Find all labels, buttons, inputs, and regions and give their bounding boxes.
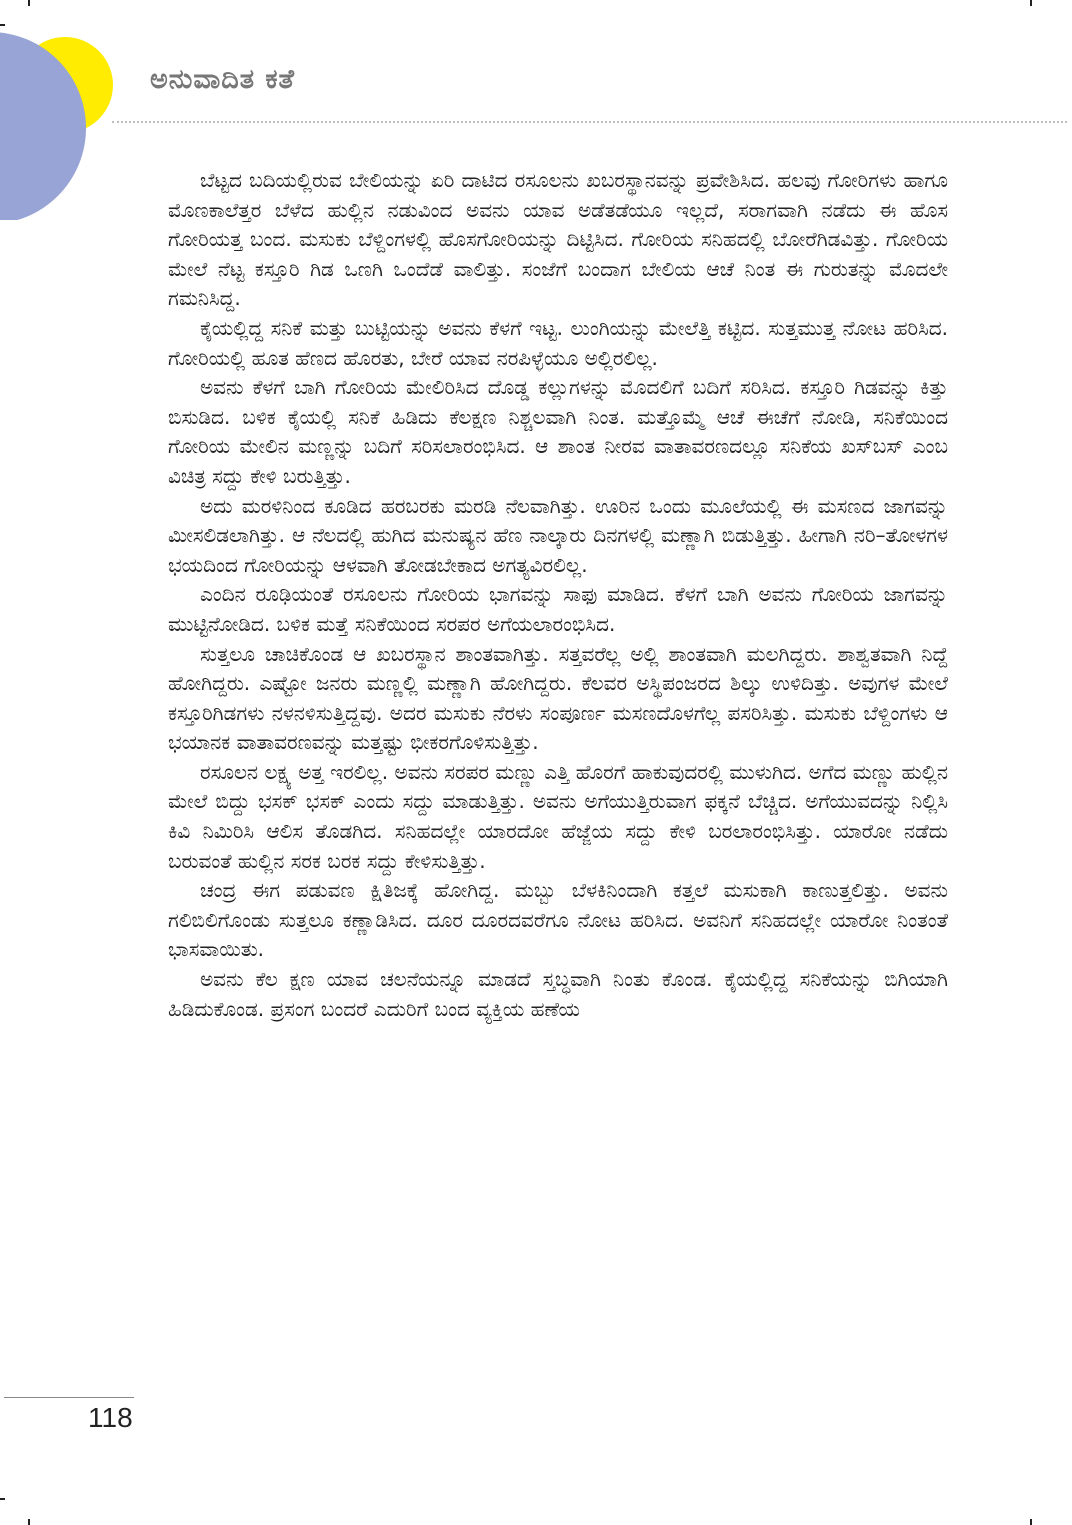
crop-mark-top-right [1030,0,1032,6]
paragraph: ಬೆಟ್ಟದ ಬದಿಯಲ್ಲಿರುವ ಬೇಲಿಯನ್ನು ಏರಿ ದಾಟಿದ ರಸೂಲನು ಖಬರಸ್ಥಾನವನ್ನು ಪ್ರವೇಶಿಸಿದ. ಹಲವು ಗೋರಿಗಳು ಹಾಗೂ ಮೊಣಕಾಲೆತ್ತರ ಬೆಳೆದ ಹುಲ್ಲಿನ ನಡುವಿಂದ ಅವನು ಯಾವ ಅಡೆತಡೆಯೂ ಇಲ್ಲದೆ, ಸರಾಗವಾಗಿ ನಡೆದು ಈ ಹೊಸ ಗೋರಿಯತ್ತ ಬಂದ. ಮಸುಕು ಬೆಳ್ದಿಂಗಳಲ್ಲಿ ಹೊಸಗೋರಿಯನ್ನು ದಿಟ್ಟಿಸಿದ. ಗೋರಿಯ ಸನಿಹದಲ್ಲಿ ಬೋರೆಗಿಡವಿತ್ತು. ಗೋರಿಯ ಮೇಲೆ ನೆಟ್ಟ ಕಸ್ತೂರಿ ಗಿಡ ಒಣಗಿ ಒಂದೆಡೆ ವಾಲಿತ್ತು. ಸಂಜೆಗೆ ಬಂದಾಗ ಬೇಲಿಯ ಆಚೆ ನಿಂತ ಈ ಗುರುತನ್ನು ಮೊದಲೇ ಗಮನಿಸಿದ್ದ. [168,168,948,311]
paragraph: ಕೈಯಲ್ಲಿದ್ದ ಸನಿಕೆ ಮತ್ತು ಬುಟ್ಟಿಯನ್ನು ಅವನು ಕೆಳಗೆ ಇಟ್ಟ. ಲುಂಗಿಯನ್ನು ಮೇಲೆತ್ತಿ ಕಟ್ಟಿದ. ಸುತ್ತಮುತ್ತ ನೋಟ ಹರಿಸಿದ. ಗೋರಿಯಲ್ಲಿ ಹೂತ ಹೆಣದ ಹೊರತು, ಬೇರೆ ಯಾವ ನರಪಿಳ್ಳೆಯೂ ಅಲ್ಲಿರಲಿಲ್ಲ. [168,315,948,370]
crop-mark-bottom [28,1519,30,1525]
footer-rule [4,1397,134,1398]
crop-mark-bottom-right [1030,1519,1032,1525]
paragraph: ಚಂದ್ರ ಈಗ ಪಡುವಣ ಕ್ಷಿತಿಜಕ್ಕೆ ಹೋಗಿದ್ದ. ಮಬ್ಬು ಬೆಳಕಿನಿಂದಾಗಿ ಕತ್ತಲೆ ಮಸುಕಾಗಿ ಕಾಣುತ್ತಲಿತ್ತು. ಅವನು ಗಲಿಬಿಲಿಗೊಂಡು ಸುತ್ತಲೂ ಕಣ್ಣಾಡಿಸಿದ. ದೂರ ದೂರದವರೆಗೂ ನೋಟ ಹರಿಸಿದ. ಅವನಿಗೆ ಸನಿಹದಲ್ಲೇ ಯಾರೋ ನಿಂತಂತೆ ಭಾಸವಾಯಿತು. [168,878,948,962]
paragraph: ಅದು ಮರಳಿನಿಂದ ಕೂಡಿದ ಹರಬರಕು ಮರಡಿ ನೆಲವಾಗಿತ್ತು. ಊರಿನ ಒಂದು ಮೂಲೆಯಲ್ಲಿ ಈ ಮಸಣದ ಜಾಗವನ್ನು ಮೀಸಲಿಡಲಾಗಿತ್ತು. ಆ ನೆಲದಲ್ಲಿ ಹುಗಿದ ಮನುಷ್ಯನ ಹೆಣ ನಾಲ್ಕಾರು ದಿನಗಳಲ್ಲಿ ಮಣ್ಣಾಗಿ ಬಿಡುತ್ತಿತ್ತು. ಹೀಗಾಗಿ ನರಿ–ತೋಳಗಳ ಭಯದಿಂದ ಗೋರಿಯನ್ನು ಆಳವಾಗಿ ತೋಡಬೇಕಾದ ಅಗತ್ಯವಿರಲಿಲ್ಲ. [168,493,948,577]
page-number: 118 [88,1402,133,1433]
crop-mark-bottom-left [0,1498,5,1500]
paragraph: ರಸೂಲನ ಲಕ್ಷ್ಯ ಅತ್ತ ಇರಲಿಲ್ಲ. ಅವನು ಸರಪರ ಮಣ್ಣು ಎತ್ತಿ ಹೊರಗೆ ಹಾಕುವುದರಲ್ಲಿ ಮುಳುಗಿದ. ಅಗೆದ ಮಣ್ಣು ಹುಲ್ಲಿನ ಮೇಲೆ ಬಿದ್ದು ಭಸಕ್ ಭಸಕ್ ಎಂದು ಸದ್ದು ಮಾಡುತ್ತಿತ್ತು. ಅವನು ಅಗೆಯುತ್ತಿರುವಾಗ ಫಕ್ಕನೆ ಬೆಚ್ಚಿದ. ಅಗೆಯುವದನ್ನು ನಿಲ್ಲಿಸಿ ಕಿವಿ ನಿಮಿರಿಸಿ ಆಲಿಸ ತೊಡಗಿದ. ಸನಿಹದಲ್ಲೇ ಯಾರದೋ ಹೆಜ್ಜೆಯ ಸದ್ದು ಕೇಳಿ ಬರಲಾರಂಭಿಸಿತ್ತು. ಯಾರೋ ನಡೆದು ಬರುವಂತೆ ಹುಲ್ಲಿನ ಸರಕ ಬರಕ ಸದ್ದು ಕೇಳಿಸುತ್ತಿತ್ತು. [168,759,948,873]
paragraph: ಸುತ್ತಲೂ ಚಾಚಿಕೊಂಡ ಆ ಖಬರಸ್ಥಾನ ಶಾಂತವಾಗಿತ್ತು. ಸತ್ತವರೆಲ್ಲ ಅಲ್ಲಿ ಶಾಂತವಾಗಿ ಮಲಗಿದ್ದರು. ಶಾಶ್ವತವಾಗಿ ನಿದ್ದೆ ಹೋಗಿದ್ದರು. ಎಷ್ಟೋ ಜನರು ಮಣ್ಣಲ್ಲಿ ಮಣ್ಣಾಗಿ ಹೋಗಿದ್ದರು. ಕೆಲವರ ಅಸ್ಥಿಪಂಜರದ ಶಿಲ್ಕು ಉಳಿದಿತ್ತು. ಅವುಗಳ ಮೇಲೆ ಕಸ್ತೂರಿಗಿಡಗಳು ನಳನಳಿಸುತ್ತಿದ್ದವು. ಅದರ ಮಸುಕು ನೆರಳು ಸಂಪೂರ್ಣ ಮಸಣದೊಳಗೆಲ್ಲ ಪಸರಿಸಿತ್ತು. ಮಸುಕು ಬೆಳ್ದಿಂಗಳು ಆ ಭಯಾನಕ ವಾತಾವರಣವನ್ನು ಮತ್ತಷ್ಟು ಭೀಕರಗೊಳಿಸುತ್ತಿತ್ತು. [168,641,948,755]
section-title: ಅನುವಾದಿತ ಕತೆ [150,64,295,95]
paragraph: ಅವನು ಕೆಳಗೆ ಬಾಗಿ ಗೋರಿಯ ಮೇಲಿರಿಸಿದ ದೊಡ್ಡ ಕಲ್ಲುಗಳನ್ನು ಮೊದಲಿಗೆ ಬದಿಗೆ ಸರಿಸಿದ. ಕಸ್ತೂರಿ ಗಿಡವನ್ನು ಕಿತ್ತು ಬಿಸುಡಿದ. ಬಳಿಕ ಕೈಯಲ್ಲಿ ಸನಿಕೆ ಹಿಡಿದು ಕೆಲಕ್ಷಣ ನಿಶ್ಚಲವಾಗಿ ನಿಂತ. ಮತ್ತೊಮ್ಮೆ ಆಚೆ ಈಚೆಗೆ ನೋಡಿ, ಸನಿಕೆಯಿಂದ ಗೋರಿಯ ಮೇಲಿನ ಮಣ್ಣನ್ನು ಬದಿಗೆ ಸರಿಸಲಾರಂಭಿಸಿದ. ಆ ಶಾಂತ ನೀರವ ವಾತಾವರಣದಲ್ಲೂ ಸನಿಕೆಯ ಖಸ್‌ಬಸ್ ಎಂಬ ವಿಚಿತ್ರ ಸದ್ದು ಕೇಳಿ ಬರುತ್ತಿತ್ತು. [168,375,948,488]
paragraph: ಅವನು ಕೆಲ ಕ್ಷಣ ಯಾವ ಚಲನೆಯನ್ನೂ ಮಾಡದೆ ಸ್ತಬ್ಧವಾಗಿ ನಿಂತು ಕೊಂಡ. ಕೈಯಲ್ಲಿದ್ದ ಸನಿಕೆಯನ್ನು ಬಿಗಿಯಾಗಿ ಹಿಡಿದುಕೊಂಡ. ಪ್ರಸಂಗ ಬಂದರೆ ಎದುರಿಗೆ ಬಂದ ವ್ಯಕ್ತಿಯ ಹಣೆಯ [168,967,948,1021]
header-decoration [0,0,140,220]
header-dotted-rule [112,121,1067,123]
paragraph: ಎಂದಿನ ರೂಢಿಯಂತೆ ರಸೂಲನು ಗೋರಿಯ ಭಾಗವನ್ನು ಸಾಫು ಮಾಡಿದ. ಕೆಳಗೆ ಬಾಗಿ ಅವನು ಗೋರಿಯ ಜಾಗವನ್ನು ಮುಟ್ಟಿನೋಡಿದ. ಬಳಿಕ ಮತ್ತೆ ಸನಿಕೆಯಿಂದ ಸರಪರ ಅಗೆಯಲಾರಂಭಿಸಿದ. [168,582,948,636]
story-body [168,166,948,1024]
